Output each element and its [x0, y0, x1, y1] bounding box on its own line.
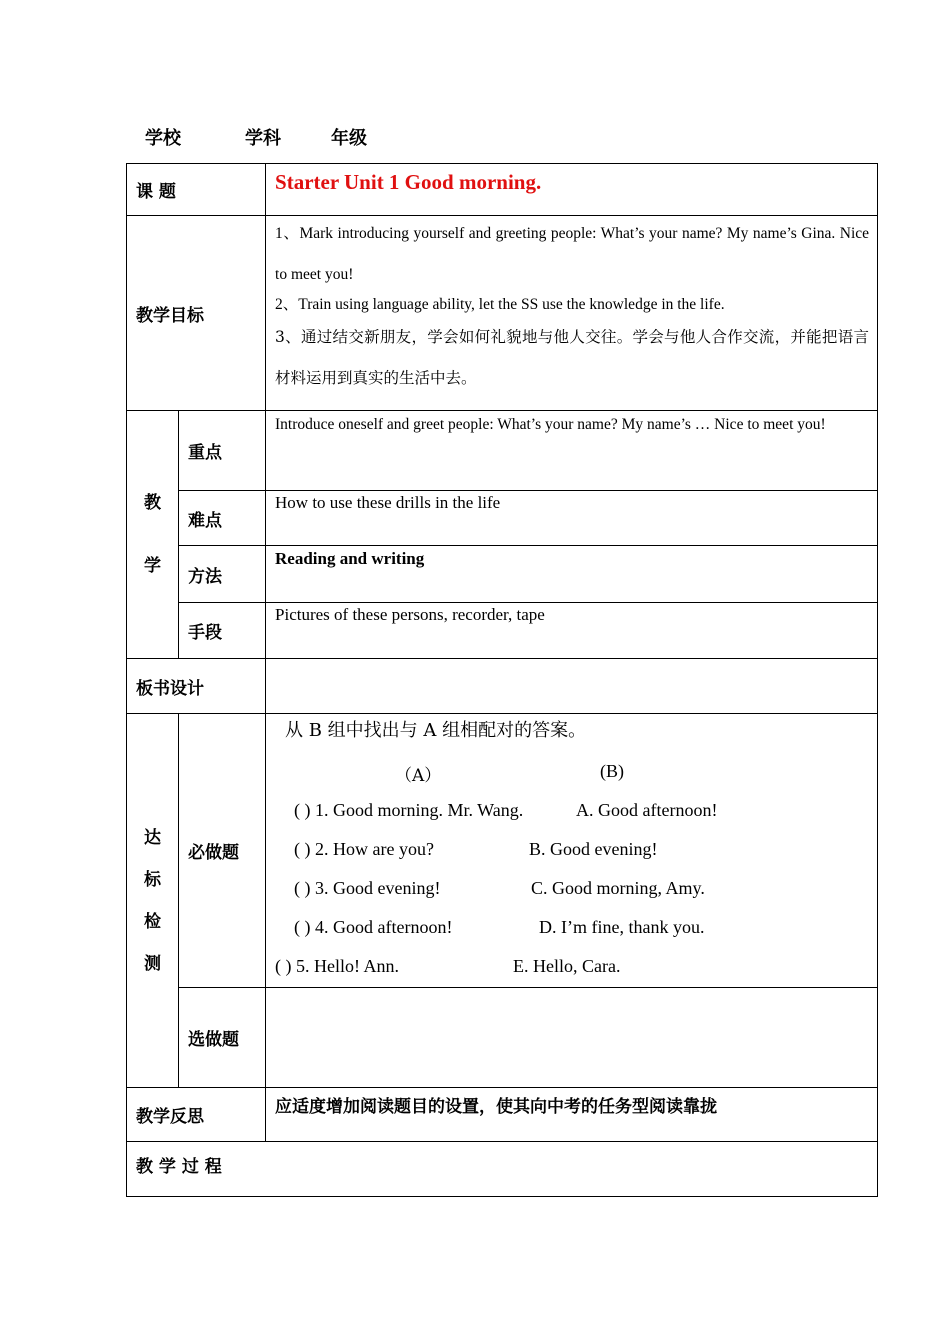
exercise-item: ( ) 2. How are you? B. Good evening! — [294, 839, 658, 859]
lesson-title: Starter Unit 1 Good morning. — [275, 170, 542, 194]
school-label: 学校 — [145, 128, 181, 149]
topic-label: 课 题 — [127, 164, 266, 216]
difficulties-label: 难点 — [179, 491, 266, 546]
column-a-header: （A） — [395, 766, 442, 786]
difficulties-text: How to use these drills in the life — [266, 491, 878, 546]
board-design-label: 板书设计 — [127, 659, 266, 714]
method-text: Reading and writing — [266, 546, 878, 603]
board-design-row — [127, 659, 878, 714]
topic-row — [127, 164, 878, 216]
assessment-group-label: 达 标 检 测 — [127, 714, 179, 1088]
means-label: 手段 — [179, 603, 266, 659]
matching-exercise — [266, 714, 878, 988]
key-points-row — [127, 411, 878, 491]
process-row — [127, 1142, 878, 1197]
exercise-item: ( ) 1. Good morning. Mr. Wang. A. Good afternoon! — [294, 800, 718, 820]
key-points-text: Introduce oneself and greet people: What’s your name? My name’s … Nice to meet you! — [275, 416, 826, 433]
objectives-label: 教学目标 — [127, 216, 266, 411]
method-label: 方法 — [179, 546, 266, 603]
lesson-plan-table — [126, 163, 878, 1197]
objectives-row — [127, 216, 878, 411]
method-row — [127, 546, 878, 603]
board-design-content — [266, 659, 878, 714]
optional-exercise-row — [127, 988, 878, 1088]
reflection-row — [127, 1088, 878, 1142]
means-row — [127, 603, 878, 659]
reflection-label: 教学反思 — [127, 1088, 266, 1142]
reflection-text: 应适度增加阅读题目的设置，使其向中考的任务型阅读靠拢 — [266, 1088, 878, 1142]
optional-exercise-content — [266, 988, 878, 1088]
objective-3: 3、通过结交新朋友，学会如何礼貌地与他人交往。学会与他人合作交流，并能把语言材料运用到真实的生活中去。 — [275, 328, 870, 387]
exercise-item: ( ) 3. Good evening! C. Good morning, Amy. — [294, 878, 705, 898]
optional-exercise-label: 选做题 — [179, 988, 266, 1088]
required-exercise-label: 必做题 — [179, 714, 266, 988]
means-text: Pictures of these persons, recorder, tape — [266, 603, 878, 659]
exercise-item: ( ) 4. Good afternoon! D. I’m fine, thank you. — [294, 917, 705, 937]
grade-label: 年级 — [331, 128, 367, 149]
key-points-label: 重点 — [179, 411, 266, 491]
difficulties-row — [127, 491, 878, 546]
objective-1: 1、Mark introducing yourself and greeting people: What’s your name? My name’s Gina. Nice to meet you! — [275, 225, 870, 283]
subject-label: 学科 — [245, 128, 281, 149]
exercise-item: ( ) 5. Hello! Ann. E. Hello, Cara. — [275, 956, 621, 976]
teaching-group-label: 教 学 — [127, 411, 179, 659]
column-b-header: (B) — [600, 761, 625, 781]
teaching-process-label: 教 学 过 程 — [127, 1142, 878, 1197]
exercise-instruction: 从 B 组中找出与 A 组相配对的答案。 — [285, 720, 587, 741]
objective-2: 2、Train using language ability, let the SS use the knowledge in the life. — [275, 296, 725, 313]
required-exercise-row — [127, 714, 878, 988]
